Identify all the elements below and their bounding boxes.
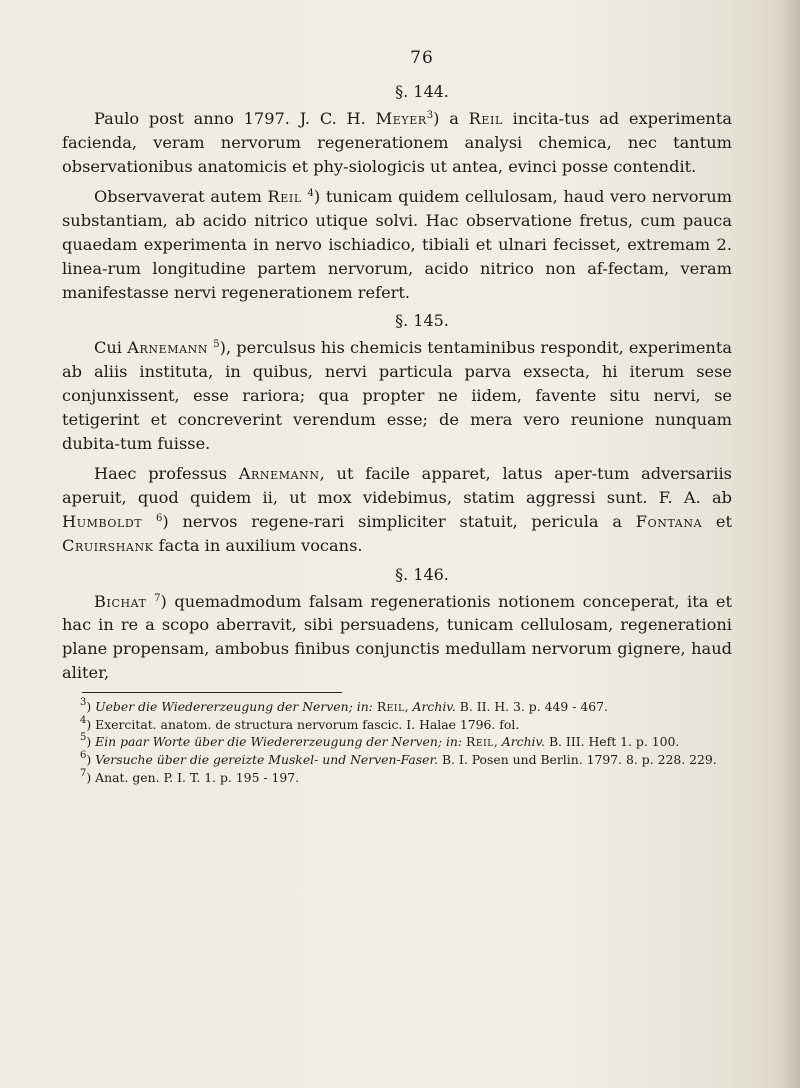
paragraph: [62, 107, 752, 178]
text-run: ): [86, 698, 96, 714]
page-edge-shadow: [778, 0, 800, 1088]
cited-title: Ein paar Worte über die Wiedererzeugung der Nerven; in:: [95, 734, 463, 750]
author-name: Arnemann: [127, 338, 209, 358]
text-run: Cui: [94, 338, 128, 358]
footnote-marker: 4: [307, 188, 314, 200]
author-name: Fontana: [635, 511, 703, 531]
text-run: ) quemadmodum falsam regenerationis notionem conceperat, ita et hac in re a scopo aberravit, sibi persuadens, tunicam cellulosam, regenerationi plane propensam, ambobus finibus conjunctis medullam nervorum gignere, haud aliter,: [62, 591, 732, 682]
text-run: Haec professus: [94, 464, 239, 484]
cited-title: Versuche über die gereizte Muskel- und Nerven-Faser.: [95, 752, 439, 768]
text-run: Paulo post anno 1797. J. C. H.: [94, 109, 376, 128]
text-run: ): [86, 752, 96, 768]
footnote-marker: 3: [426, 110, 434, 121]
cited-title: Ueber die Wiedererzeugung der Nerven; in:: [95, 698, 373, 714]
page-content: [62, 48, 752, 788]
text-run: ): [86, 734, 96, 750]
footnote-marker: 5: [213, 339, 220, 351]
text-run: ) Anat. gen. P. I. T. 1. p. 195 - 197.: [86, 769, 300, 785]
text-run: ,: [404, 698, 413, 714]
text-run: B. III. Heft 1. p. 100.: [545, 734, 680, 750]
text-run: incita-tus ad experimenta facienda, veram nervorum regenerationem analysi chemica, nec tantum observationibus anatomicis et phy-siologicis ut antea, evinci posse contendit.: [62, 109, 732, 176]
footnote-marker: 7: [80, 767, 87, 779]
author-name: Meyer: [375, 109, 427, 128]
text-run: ) tunicam quidem cellulosam, haud vero nervorum substantiam, ab acido nitrico utique solvi. Hac observatione fretus, cum pauca quaedam experimenta in nervo ischiadico, tibiali et ulnari fecisset, extremam 2. linea-rum longitudine partem nervorum, acido nitrico non af-fectam, veram manifestasse nervi regenerationem refert.: [62, 187, 732, 302]
section-heading: §. 144.: [395, 82, 449, 101]
cited-title: Archiv.: [501, 734, 545, 750]
footnotes: [62, 696, 752, 787]
footnote-marker: 5: [80, 732, 87, 744]
footnote-marker: 3: [80, 696, 87, 708]
section-heading: §. 146.: [395, 564, 449, 584]
text-run: Observaverat autem: [94, 187, 268, 207]
text-run: ,: [493, 734, 502, 750]
text-run: ) a: [433, 109, 469, 128]
footnote-marker: 6: [80, 750, 87, 762]
text-run: facta in auxilium vocans.: [153, 535, 363, 555]
author-name: Humboldt: [62, 511, 143, 531]
author-name: Reil: [376, 698, 405, 714]
author-name: Arnemann: [238, 464, 320, 484]
footnote-marker: 6: [156, 512, 163, 524]
text-run: [147, 592, 155, 611]
footnote: [62, 734, 732, 751]
footnote: [62, 752, 732, 769]
text-run: ) nervos regene-rari simpliciter statuit, pericula a: [162, 511, 636, 531]
text-run: et: [702, 511, 732, 531]
author-name: Cruirshank: [62, 535, 154, 555]
footnote-marker: 4: [80, 714, 87, 726]
paragraph: [62, 336, 752, 455]
section-heading: §. 145.: [395, 311, 449, 331]
footnote: [62, 767, 732, 787]
paragraph: [62, 462, 752, 557]
text-run: B. I. Posen und Berlin. 1797. 8. p. 228. 229.: [438, 752, 717, 768]
footnote: [62, 714, 732, 734]
author-name: Reil: [267, 187, 302, 207]
cited-title: Archiv.: [412, 698, 456, 714]
paragraph: [62, 185, 752, 304]
footnote-marker: 7: [154, 592, 161, 604]
footnote-rule: [82, 692, 342, 693]
text-run: , ut facile apparet, latus aper-tum adversariis aperuit, quod quidem ii, ut mox videbimus, statim aggressi sunt. F. A. ab: [62, 464, 732, 508]
page-number: 76: [410, 48, 434, 68]
text-run: ) Exercitat. anatom. de structura nervorum fascic. I. Halae 1796. fol.: [86, 716, 520, 732]
sections-container: [62, 82, 752, 685]
text-run: B. II. H. 3. p. 449 - 467.: [455, 698, 608, 714]
author-name: Bichat: [94, 591, 147, 611]
author-name: Reil: [466, 734, 494, 750]
paragraph: [62, 590, 752, 685]
text-run: ), perculsus his chemicis tentaminibus respondit, experimenta ab aliis instituta, in quibus, nervi particula parva exsecta, hi iterum sese conjunxissent, esse rariora; qua propter ne iidem, favente situ nervi, se tetigerint et concreverint verendum esse; de mera vero reunione nunquam dubita-tum fuisse.: [62, 338, 732, 453]
text-run: [142, 512, 156, 531]
author-name: Reil: [468, 109, 503, 128]
footnote: [62, 696, 732, 716]
